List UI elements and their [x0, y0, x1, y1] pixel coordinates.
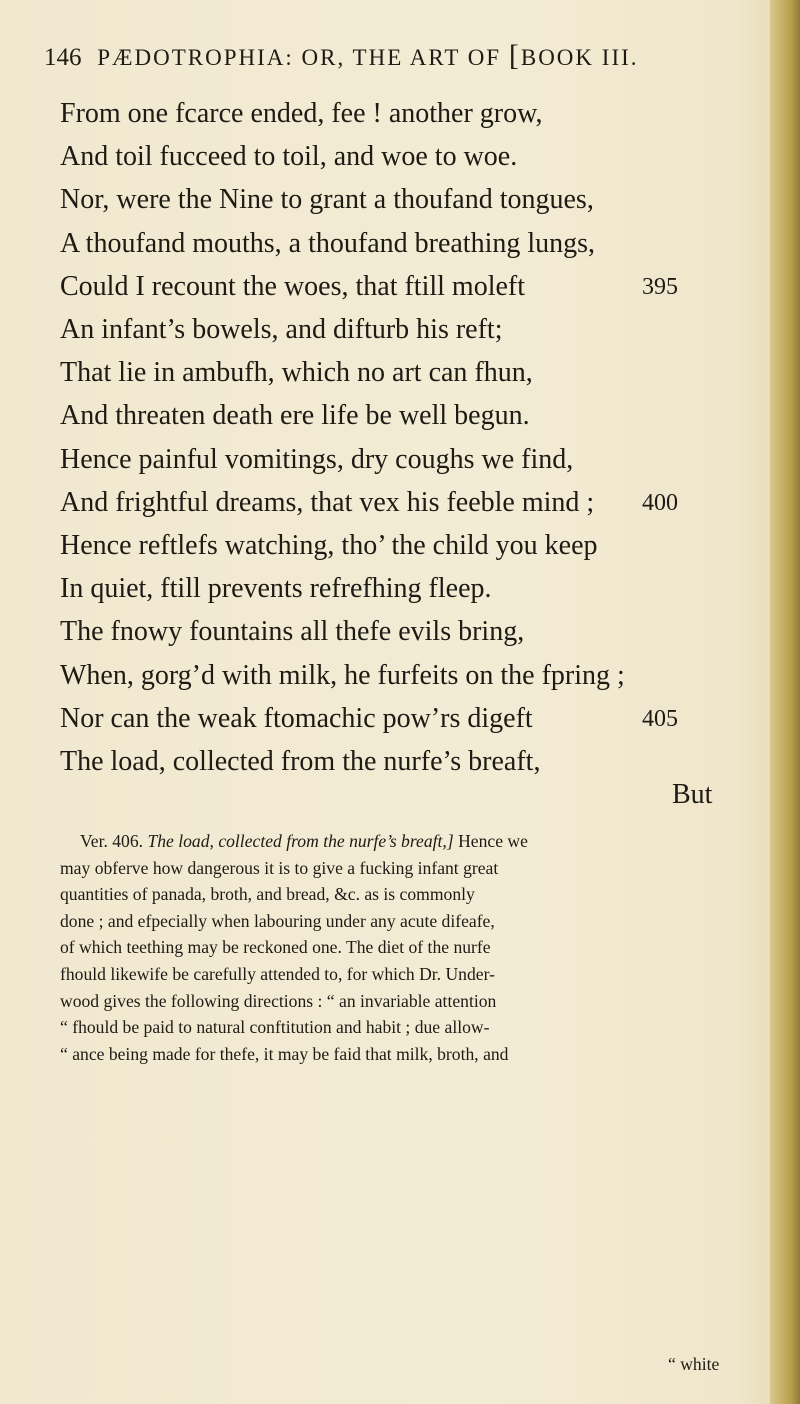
verse-text: An infant’s bowels, and difturb his reft; — [60, 314, 503, 345]
verse-line — [60, 658, 760, 694]
verse-text: And frightful dreams, that vex his feeble mind ; — [60, 486, 595, 518]
footnote-line: “ ance being made for thefe, it may be faid that milk, broth, and — [60, 1043, 509, 1064]
verse-text: That lie in ambufh, which no art can fhun, — [60, 357, 533, 389]
verse-line — [60, 269, 760, 305]
page-edge — [770, 0, 800, 1404]
verse-text: When, gorg’d with milk, he furfeits on the fpring ; — [60, 659, 625, 691]
line-number: 405 — [642, 705, 678, 732]
verse-text: Could I recount the woes, that ftill moleft — [60, 270, 526, 302]
footnote-ref: Ver. 406. — [80, 831, 144, 851]
footnote-line: done ; and efpecially when labouring under any acute difeafe, — [60, 910, 495, 931]
catchword: But — [672, 779, 713, 811]
line-number: 395 — [642, 273, 678, 300]
footnote-lemma: The load, collected from the nurfe’s breaft,] — [147, 831, 454, 851]
verse-line — [60, 744, 760, 780]
header-book: BOOK III. — [520, 45, 639, 70]
header-title: PÆDOTROPHIA: OR, THE ART OF — [97, 45, 502, 70]
footnote-line: of which teething may be reckoned one. The diet of the nurfe — [60, 937, 491, 958]
footnote-line: fhould likewife be carefully attended to, for which Dr. Under- — [60, 964, 495, 984]
verse-line — [60, 614, 760, 650]
verse-line — [60, 355, 760, 391]
verse-text: The load, collected from the nurfe’s breaft, — [60, 746, 541, 777]
verse-text: Nor, were the Nine to grant a thoufand tongues, — [60, 184, 594, 216]
footnote-catchword: “ white — [668, 1354, 720, 1374]
verse-line — [60, 312, 760, 348]
verse-line — [60, 528, 760, 564]
verse-line — [60, 701, 760, 737]
footnote-first-line-text: Hence we — [458, 831, 528, 851]
footnote-first-line — [80, 828, 528, 855]
verse-text: Hence reftlefs watching, tho’ the child you keep — [60, 530, 598, 561]
running-header — [44, 39, 724, 84]
verse-line — [60, 571, 760, 607]
verse-text: The fnowy fountains all thefe evils bring, — [60, 616, 525, 648]
footnote-line: may obferve how dangerous it is to give a fucking infant great — [60, 857, 499, 878]
verse-line — [60, 182, 760, 218]
page-number: 146 — [44, 44, 82, 71]
verse-text: From one fcarce ended, fee ! another grow, — [60, 98, 543, 129]
verse-line — [60, 96, 760, 132]
verse-line — [60, 139, 760, 175]
verse-line — [60, 442, 760, 478]
verse-line — [60, 485, 760, 521]
verse-text: A thoufand mouths, a thoufand breathing lungs, — [60, 227, 596, 259]
verse-text: And threaten death ere life be well begun. — [60, 400, 530, 432]
header-bracket: [ — [508, 39, 521, 72]
footnote-line: wood gives the following directions : “ an invariable attention — [60, 990, 497, 1011]
footnote-line: quantities of panada, broth, and bread, &c. as is commonly — [60, 884, 475, 905]
verse-text: In quiet, ftill prevents refrefhing fleep. — [60, 573, 492, 605]
verse-text: Hence painful vomitings, dry coughs we find, — [60, 443, 574, 475]
line-number: 400 — [642, 489, 678, 516]
verse-line — [60, 226, 760, 262]
verse-text: Nor can the weak ftomachic pow’rs digeft — [60, 702, 533, 734]
verse-text: And toil fucceed to toil, and woe to woe. — [60, 141, 518, 173]
footnote-line: “ fhould be paid to natural conftitution and habit ; due allow- — [60, 1017, 490, 1038]
verse-line — [60, 398, 760, 434]
